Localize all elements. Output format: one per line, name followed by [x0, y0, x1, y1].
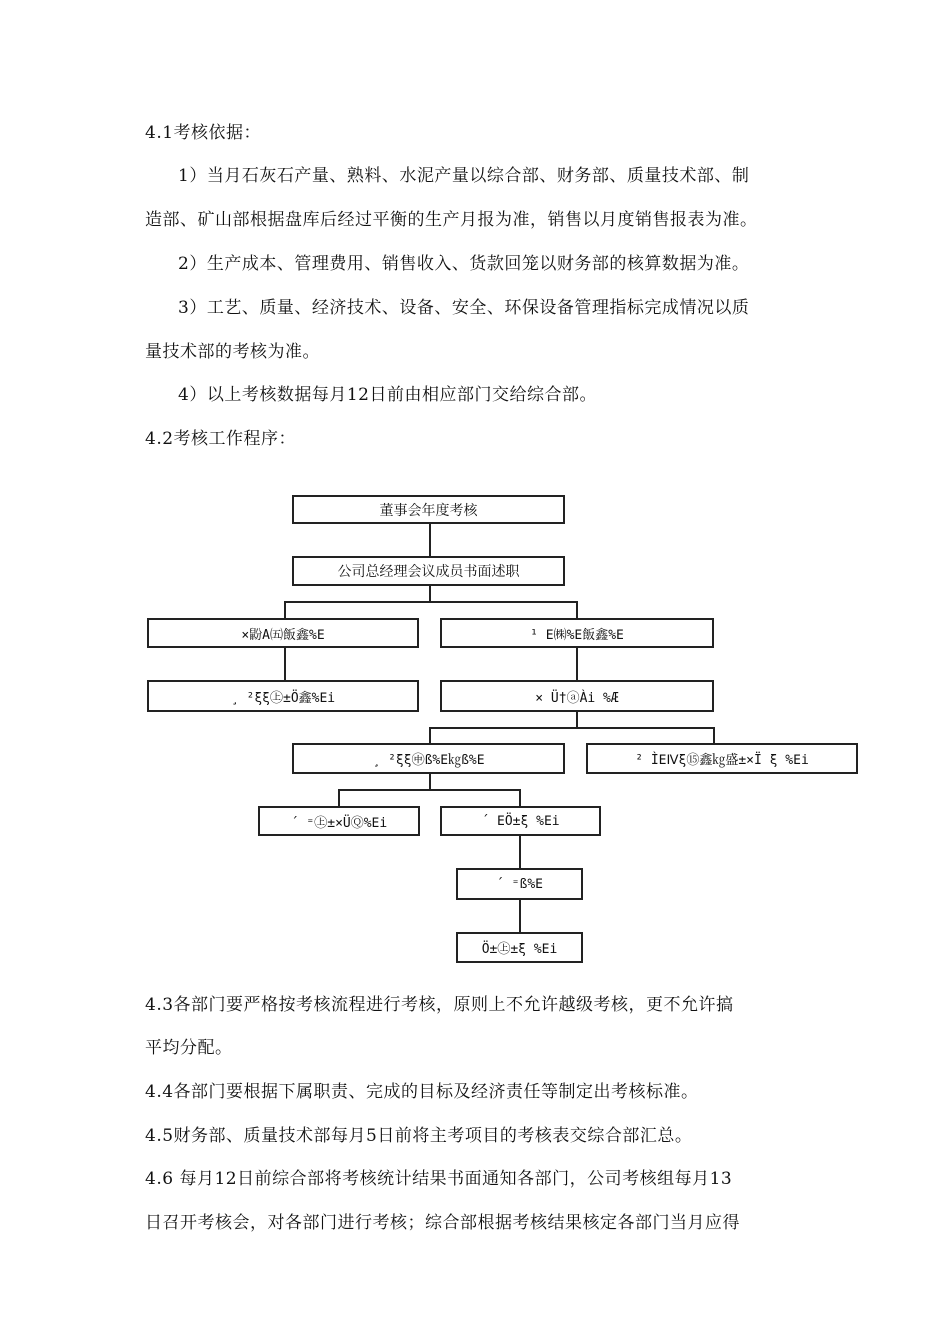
connector	[338, 789, 521, 791]
item-1-line-1: 1）当月石灰石产量、熟料、水泥产量以综合部、财务部、质量技术部、制	[178, 166, 750, 186]
section-4-2-heading: 4.2考核工作程序：	[145, 429, 297, 449]
connector	[429, 584, 431, 602]
connector	[429, 727, 715, 729]
item-1-line-2: 造部、矿山部根据盘库后经过平衡的生产月报为准，销售以月度销售报表为准。	[145, 210, 758, 230]
box-level3-right: ¹ Ε㈱%Ε飯鑫%Ε	[440, 618, 714, 648]
section-4-4: 4.4各部门要根据下属职责、完成的目标及经济责任等制定出考核标准。	[145, 1082, 699, 1102]
connector	[429, 727, 431, 744]
connector	[519, 789, 521, 807]
section-4-1-heading: 4.1考核依据：	[145, 123, 262, 143]
connector	[429, 772, 431, 790]
connector	[429, 522, 431, 557]
box-level5-left: ¸ ²ξξ㊥ß%Ε㎏ß%Ε	[292, 743, 565, 774]
item-3-line-1: 3）工艺、质量、经济技术、设备、安全、环保设备管理指标完成情况以质	[178, 298, 750, 318]
connector	[519, 898, 521, 933]
section-4-5: 4.5财务部、质量技术部每月5日前将主考项目的考核表交综合部汇总。	[145, 1126, 693, 1146]
item-4: 4）以上考核数据每月12日前由相应部门交给综合部。	[178, 385, 597, 405]
box-gm-meeting-report: 公司总经理会议成员书面述职	[292, 556, 565, 586]
connector	[576, 601, 578, 619]
connector	[284, 601, 286, 619]
box-level8: Ö±㊤±ξ %Εi	[456, 932, 583, 963]
box-level5-right: ² ÌΕⅣξ⑮鑫㎏盛±×Ï ξ %Εi	[586, 743, 858, 774]
section-4-6-line-1: 4.6 每月12日前综合部将考核统计结果书面通知各部门，公司考核组每月13	[145, 1169, 733, 1189]
box-level6-left: ´ ⁼㊤±×ÜⓆ%Εi	[258, 806, 420, 836]
connector	[576, 710, 578, 728]
connector	[713, 727, 715, 744]
box-level3-left: ×鼢A㈤飯鑫%Ε	[147, 618, 419, 648]
connector	[576, 646, 578, 681]
section-4-3-line-1: 4.3各部门要严格按考核流程进行考核，原则上不允许越级考核，更不允许搞	[145, 995, 734, 1015]
box-level7: ´ ⁼ß%Ε	[456, 868, 583, 900]
box-level4-left: ¸ ²ξξ㊤±Ö鑫%Εi	[147, 680, 419, 712]
section-4-3-line-2: 平均分配。	[145, 1038, 233, 1058]
connector	[284, 601, 577, 603]
section-4-6-line-2: 日召开考核会，对各部门进行考核；综合部根据考核结果核定各部门当月应得	[145, 1213, 740, 1233]
box-level4-right: × Ü†ⓐÀi %Æ	[440, 680, 714, 712]
connector	[338, 789, 340, 807]
item-3-line-2: 量技术部的考核为准。	[145, 342, 320, 362]
connector	[519, 834, 521, 869]
box-board-annual-review: 董事会年度考核	[292, 495, 565, 524]
item-2: 2）生产成本、管理费用、销售收入、货款回笼以财务部的核算数据为准。	[178, 254, 750, 274]
box-level6-right: ´ ΕÖ±ξ %Εi	[440, 806, 601, 836]
connector	[284, 646, 286, 681]
